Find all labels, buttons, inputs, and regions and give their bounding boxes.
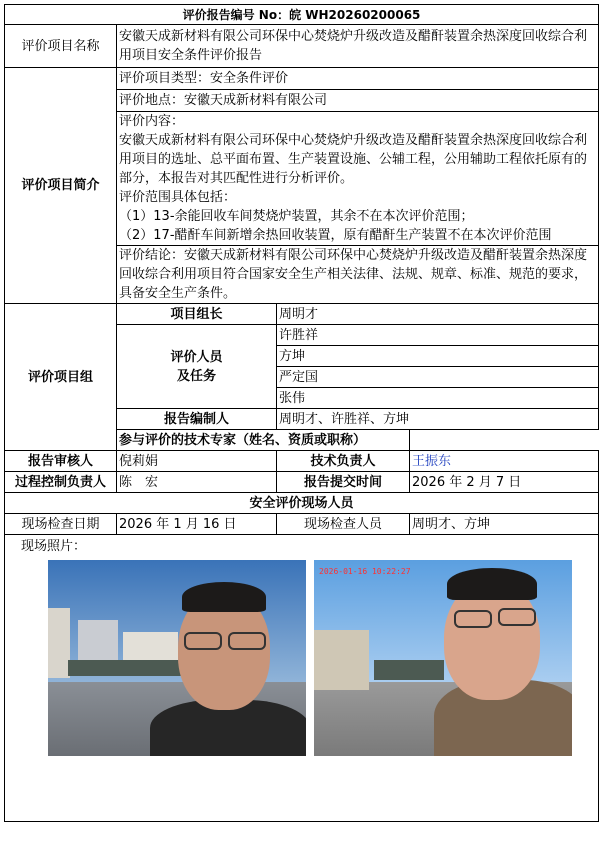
- content-text: 安徽天成新材料有限公司环保中心焚烧炉升级改造及醋酐装置余热深度回收综合利用项目的选址、总平面布置、生产装置设施、公辅工程，公用辅助工程依托原有的部分，本报告对其匹配性进行分析评价。: [119, 133, 588, 186]
- tech-lead-name: 王振东: [410, 451, 599, 472]
- intro-section: [117, 68, 599, 304]
- staff-label-line-1: 评价人员: [170, 349, 223, 365]
- staff-member: 严定国: [277, 367, 599, 388]
- onsite-title: 安全评价现场人员: [5, 493, 599, 514]
- leader-name: 周明才: [277, 304, 599, 325]
- project-name: 安徽天成新材料有限公司环保中心焚烧炉升级改造及醋酐装置余热深度回收综合利用项目安全条件评价报告: [117, 25, 599, 68]
- content-title: 评价内容：: [119, 114, 185, 129]
- staff-label: [117, 325, 277, 409]
- project-name-label: 评价项目名称: [5, 25, 117, 68]
- process-control-label: 过程控制负责人: [5, 472, 117, 493]
- photo-timestamp: 2026-01-16 10:22:27: [319, 567, 411, 576]
- site-photo-2: [314, 560, 572, 756]
- tech-lead-label: 技术负责人: [277, 451, 410, 472]
- staff-member: 方坤: [277, 346, 599, 367]
- photos-label: 现场照片：: [21, 539, 87, 554]
- intro-label: 评价项目简介: [5, 68, 117, 304]
- photos-cell: [5, 535, 599, 822]
- group-label: 评价项目组: [5, 304, 117, 451]
- writer-label: 报告编制人: [117, 409, 277, 430]
- writer-names: 周明才、许胜祥、方坤: [277, 409, 599, 430]
- report-table: [4, 4, 599, 822]
- reviewer-name: 倪莉娟: [117, 451, 277, 472]
- site-photo-1: [48, 560, 306, 756]
- check-staff-label: 现场检查人员: [277, 514, 410, 535]
- leader-label: 项目组长: [117, 304, 277, 325]
- scope-item-1: （1）13-余能回收车间焚烧炉装置，其余不在本次评价范围；: [119, 209, 474, 224]
- process-control-name: 陈 宏: [117, 472, 277, 493]
- check-date: 2026 年 1 月 16 日: [117, 514, 277, 535]
- submit-date-label: 报告提交时间: [277, 472, 410, 493]
- staff-member: 张伟: [277, 388, 599, 409]
- submit-date: 2026 年 2 月 7 日: [410, 472, 599, 493]
- staff-member: 许胜祥: [277, 325, 599, 346]
- scope-title: 评价范围具体包括：: [119, 190, 237, 205]
- project-type: 评价项目类型：安全条件评价: [117, 68, 598, 90]
- scope-item-2: （2）17-醋酐车间新增余热回收装置，原有醋酐生产装置不在本次评价范围: [119, 228, 552, 243]
- evaluation-conclusion: 评价结论：安徽天成新材料有限公司环保中心焚烧炉升级改造及醋酐装置余热深度回收综合利用项目符合国家安全生产相关法律、法规、规章、标准、规范的要求，具备安全生产条件。: [119, 248, 588, 301]
- project-location: 评价地点：安徽天成新材料有限公司: [117, 90, 598, 112]
- check-date-label: 现场检查日期: [5, 514, 117, 535]
- evaluation-content: [117, 112, 598, 246]
- staff-label-line-2: 及任务: [176, 368, 216, 384]
- check-staff: 周明才、方坤: [410, 514, 599, 535]
- experts-label: 参与评价的技术专家（姓名、资质或职称）: [117, 430, 410, 451]
- reviewer-label: 报告审核人: [5, 451, 117, 472]
- report-number-header: 评价报告编号 No：皖 WH20260200065: [5, 5, 599, 25]
